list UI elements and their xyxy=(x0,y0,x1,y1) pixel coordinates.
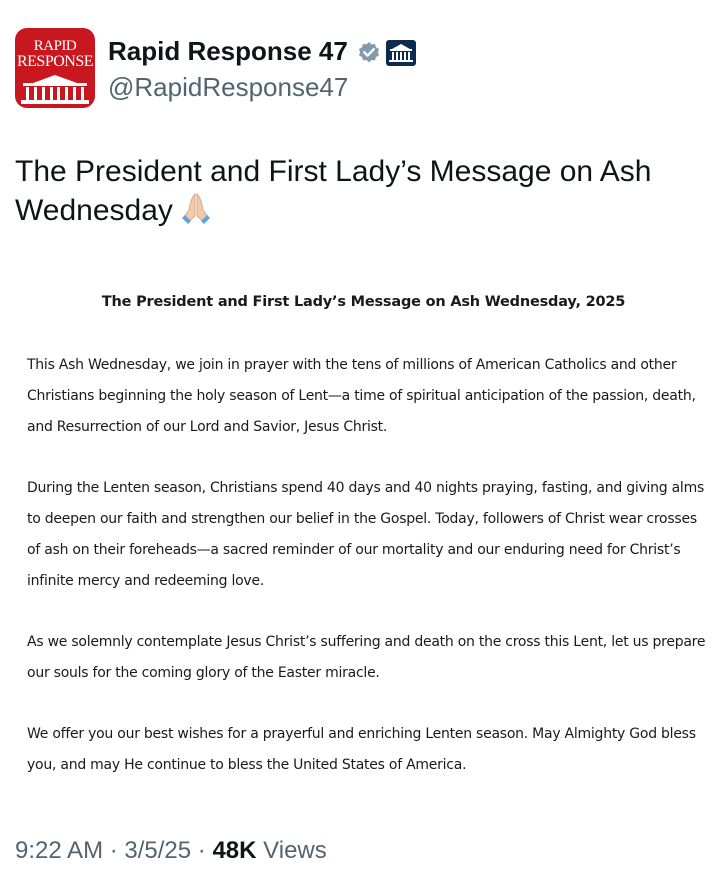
document-paragraph-2: During the Lenten season, Christians spend 40 days and 40 nights praying, fasting, and giving alms to deepen our faith and strengthen our belief in the Gospel. Today, followers of Christ wear crosses of ash on their foreheads—a sacred reminder of our mortality and our enduring need for Christ’s infinite mercy and redeeming love. xyxy=(27,480,705,589)
avatar[interactable] xyxy=(15,28,95,108)
document-paragraph-1: This Ash Wednesday, we join in prayer with the tens of millions of American Catholics and other Christians beginning the holy season of Lent—a time of spiritual anticipation of the passion, death, and Resurrection of our Lord and Savior, Jesus Christ. xyxy=(27,357,696,435)
message-document-image[interactable] xyxy=(0,270,727,810)
avatar-text-response: RESPONSE xyxy=(16,53,94,70)
separator: · xyxy=(191,837,213,864)
views-label: Views xyxy=(263,837,327,864)
tweet-date[interactable]: 3/5/25 xyxy=(124,837,192,864)
display-name[interactable]: Rapid Response 47 xyxy=(108,36,348,66)
avatar-text-rapid: RAPID xyxy=(33,38,77,54)
tweet-metadata xyxy=(15,836,327,866)
folded-hands-icon xyxy=(179,191,213,225)
tweet-text-content: The President and First Lady’s Message on Ash Wednesday xyxy=(15,155,652,227)
views-count: 48K xyxy=(212,837,257,864)
document-paragraph-3: As we solemnly contemplate Jesus Christ’s suffering and death on the cross this Lent, let us prepare our souls for the coming glory of the Easter miracle. xyxy=(27,634,706,681)
document-paragraph-4: We offer you our best wishes for a prayerful and enriching Lenten season. May Almighty God bless you, and may He continue to bless the United States of America. xyxy=(27,726,696,773)
account-handle[interactable]: @RapidResponse47 xyxy=(108,72,349,102)
white-house-icon xyxy=(21,74,89,104)
tweet-time[interactable]: 9:22 AM xyxy=(15,837,104,864)
verified-badge-icon[interactable] xyxy=(357,41,381,65)
separator: · xyxy=(103,837,125,864)
document-title: The President and First Lady’s Message on Ash Wednesday, 2025 xyxy=(101,294,626,310)
tweet-text xyxy=(15,153,705,230)
affiliate-white-house-icon[interactable] xyxy=(386,40,416,66)
